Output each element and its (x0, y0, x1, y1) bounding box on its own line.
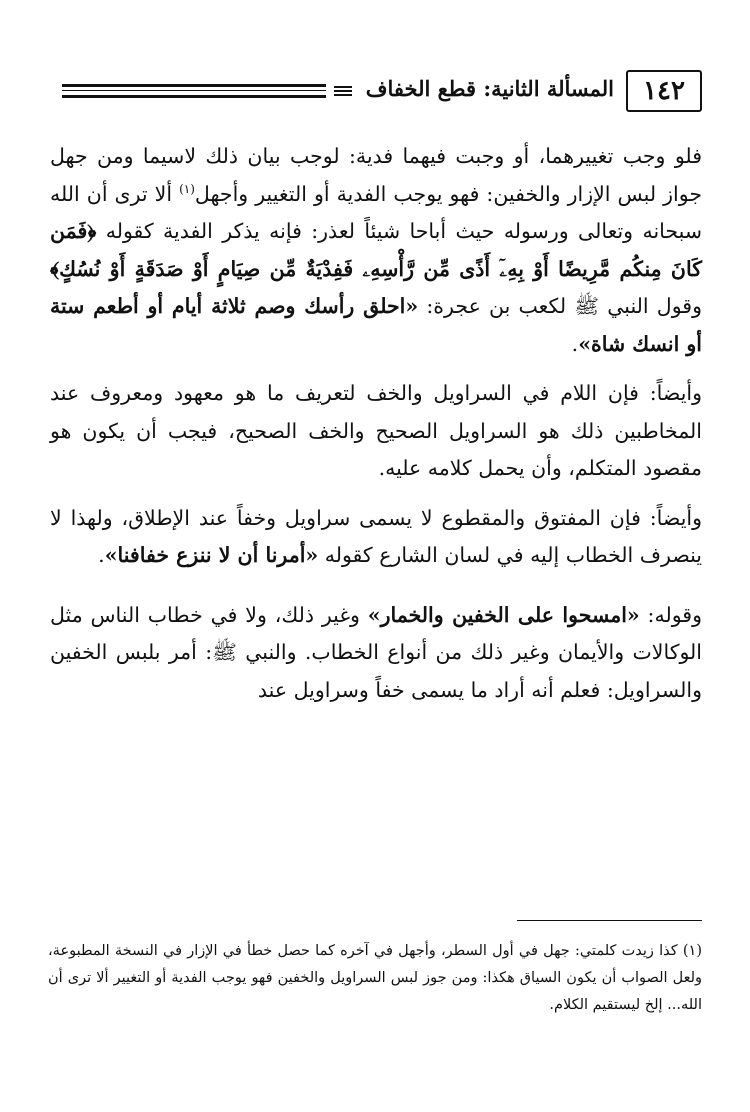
paragraph-1: فلو وجب تغييرهما، أو وجبت فيهما فدية: لوجب بيان ذلك لاسيما ومن جهل جواز لبس الإزار والخفين: فهو يوجب الفدية أو التغيير وأجهل$^{(١)}$ ألا ترى أن الله سبحانه وتعالى ورسوله حيث أباحا شيئاً لعذر: فإنه يذكر الفدية كقوله ﴿فَمَن كَانَ مِنكُم مَّرِيضًا أَوْ بِهِۦٓ أَذًى مِّن رَّأْسِهِۦ فَفِدْيَةٌ مِّن صِيَامٍ أَوْ صَدَقَةٍ أَوْ نُسُكٍ﴾ وقول النبي ﷺ لكعب بن عجرة: «احلق رأسك وصم ثلاثة أيام أو أطعم ستة أو انسك شاة». (50, 144, 702, 356)
footnote-reference: (١) (179, 181, 195, 196)
footnote-1 (48, 938, 702, 1019)
main-text (50, 138, 702, 709)
page-number: ١٤٢ (626, 70, 702, 112)
paragraph-4: وقوله: «امسحوا على الخفين والخمار» وغير ذلك، ولا في خطاب الناس مثل الوكالات والأيمان وغير ذلك من أنواع الخطاب. والنبي ﷺ: أمر بلبس الخفين والسراويل: فعلم أنه أراد ما يسمى خفاً وسراويل عند (50, 602, 702, 702)
footnote-separator (517, 920, 702, 921)
paragraph-2: وأيضاً: فإن اللام في السراويل والخف لتعريف ما هو معهود ومعروف عند المخاطبين ذلك هو السراويل الصحيح والخف الصحيح، فيجب أن يكون هو مقصود المتكلم، وأن يحمل كلامه عليه. (50, 381, 702, 480)
footnote-marker: (١) (682, 943, 703, 959)
paragraph-3: وأيضاً: فإن المفتوق والمقطوع لا يسمى سراويل وخفاً عند الإطلاق، ولهذا لا ينصرف الخطاب إليه في لسان الشارع كقوله «أمرنا أن لا ننزع خفافنا». (50, 505, 702, 567)
footnote-text: كذا زيدت كلمتي: جهل في أول السطر، وأجهل في آخره كما حصل خطأ في الإزار في النسخة المطبوعة، ولعل الصواب أن يكون السياق هكذا: ومن جوز لبس السراويل والخفين فهو يوجب الفدية أو التغيير ألا ترى أن الله... إلخ ليستقيم الكلام. (48, 943, 702, 1013)
page-header (62, 64, 702, 114)
hadith-quote: «امسحوا على الخفين والخمار» (367, 602, 640, 627)
running-title: المسألة الثانية: قطع الخفاف (326, 72, 622, 106)
quran-verse: ﴿فَمَن كَانَ مِنكُم مَّرِيضًا أَوْ بِهِۦٓ أَذًى مِّن رَّأْسِهِۦ فَفِدْيَةٌ مِّن صِيَامٍ أَوْ صَدَقَةٍ أَوْ نُسُكٍ﴾ (50, 219, 702, 281)
title-ornament-icon (334, 84, 352, 98)
hadith-quote: «أمرنا أن لا ننزع خفافنا» (104, 543, 319, 567)
hadith-quote: «احلق رأسك وصم ثلاثة أيام أو أطعم ستة أو انسك شاة» (50, 294, 702, 356)
footnotes (48, 938, 702, 1019)
